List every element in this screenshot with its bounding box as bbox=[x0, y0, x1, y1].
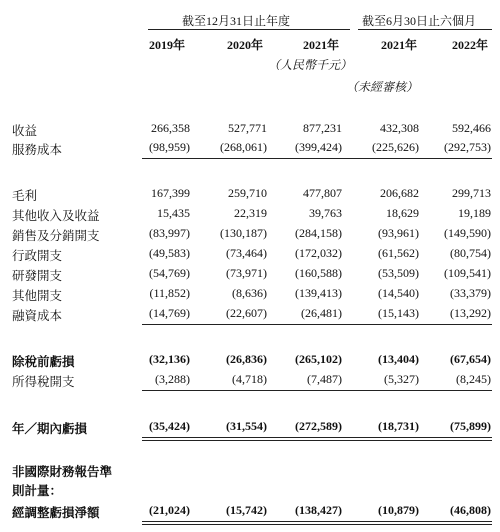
cell: (5,327) bbox=[384, 372, 419, 386]
row-label: 研發開支 bbox=[12, 269, 63, 283]
row-label: 融資成本 bbox=[12, 309, 63, 323]
interim-period-header: 截至6月30日止六個月 bbox=[362, 14, 477, 28]
row-label: 銷售及分銷開支 bbox=[12, 229, 100, 243]
unaudited-note: （未經審核） bbox=[346, 80, 419, 94]
cell: (399,424) bbox=[295, 140, 342, 154]
year-2020-header: 2020年 bbox=[227, 38, 264, 52]
row-label: 其他收入及收益 bbox=[12, 209, 100, 223]
cell: 22,319 bbox=[234, 206, 267, 220]
cell: (160,588) bbox=[295, 266, 342, 280]
cell: 19,189 bbox=[458, 206, 491, 220]
cell: (54,769) bbox=[149, 266, 190, 280]
cell: (13,292) bbox=[450, 306, 491, 320]
cell: 18,629 bbox=[386, 206, 419, 220]
cell: (15,742) bbox=[226, 503, 267, 517]
cell: (172,032) bbox=[295, 246, 342, 260]
annual-period-header: 截至12月31日止年度 bbox=[182, 14, 291, 28]
cell: 15,435 bbox=[157, 206, 190, 220]
cell: 39,763 bbox=[309, 206, 342, 220]
year-2021-interim-header: 2021年 bbox=[381, 38, 418, 52]
cell: 877,231 bbox=[303, 121, 342, 135]
cell: 206,682 bbox=[380, 186, 419, 200]
cell: (7,487) bbox=[307, 372, 342, 386]
cell: (98,959) bbox=[149, 140, 190, 154]
total-double-rule bbox=[142, 437, 492, 441]
year-2021-annual-header: 2021年 bbox=[303, 38, 340, 52]
cell: (35,424) bbox=[149, 419, 190, 433]
cell: (11,852) bbox=[149, 286, 190, 300]
cell: (33,379) bbox=[450, 286, 491, 300]
cell: (32,136) bbox=[149, 352, 190, 366]
cell: (26,836) bbox=[226, 352, 267, 366]
currency-note: （人民幣千元） bbox=[268, 58, 353, 72]
cell: (225,626) bbox=[372, 140, 419, 154]
cell: 299,713 bbox=[452, 186, 491, 200]
cell: (15,143) bbox=[378, 306, 419, 320]
cell: (46,808) bbox=[450, 503, 491, 517]
row-label: 除稅前虧損 bbox=[12, 355, 75, 369]
cell: (138,427) bbox=[295, 503, 342, 517]
cell: (265,102) bbox=[295, 352, 342, 366]
subtotal-rule bbox=[142, 390, 492, 391]
cell: (4,718) bbox=[232, 372, 267, 386]
cell: (8,245) bbox=[456, 372, 491, 386]
cell: (75,899) bbox=[450, 419, 491, 433]
cell: (139,413) bbox=[295, 286, 342, 300]
cell: (73,971) bbox=[226, 266, 267, 280]
cell: (268,061) bbox=[220, 140, 267, 154]
cell: (53,509) bbox=[378, 266, 419, 280]
row-label: 毛利 bbox=[12, 189, 38, 203]
cell: (26,481) bbox=[301, 306, 342, 320]
cell: (14,540) bbox=[378, 286, 419, 300]
year-2019-header: 2019年 bbox=[149, 38, 186, 52]
cell: (49,583) bbox=[149, 246, 190, 260]
cell: (10,879) bbox=[378, 503, 419, 517]
cell: (272,589) bbox=[295, 419, 342, 433]
cell: 259,710 bbox=[228, 186, 267, 200]
row-label: 經調整虧損淨額 bbox=[12, 506, 100, 520]
cell: 432,308 bbox=[380, 121, 419, 135]
cell: (83,997) bbox=[149, 226, 190, 240]
cell: 167,399 bbox=[151, 186, 190, 200]
cell: (73,464) bbox=[226, 246, 267, 260]
non-ifrs-heading-line-2: 則計量： bbox=[12, 484, 63, 498]
total-double-rule bbox=[142, 521, 492, 525]
subtotal-rule bbox=[142, 324, 492, 325]
cell: (22,607) bbox=[226, 306, 267, 320]
cell: (18,731) bbox=[378, 419, 419, 433]
row-label: 收益 bbox=[12, 124, 38, 138]
row-label: 其他開支 bbox=[12, 289, 63, 303]
annual-header-rule bbox=[148, 29, 350, 30]
subtotal-rule bbox=[142, 158, 492, 159]
row-label: 所得稅開支 bbox=[12, 375, 75, 389]
cell: (109,541) bbox=[444, 266, 491, 280]
cell: (130,187) bbox=[220, 226, 267, 240]
cell: (80,754) bbox=[450, 246, 491, 260]
cell: (31,554) bbox=[226, 419, 267, 433]
row-label: 服務成本 bbox=[12, 143, 63, 157]
cell: (149,590) bbox=[444, 226, 491, 240]
cell: 477,807 bbox=[303, 186, 342, 200]
cell: (61,562) bbox=[378, 246, 419, 260]
cell: (21,024) bbox=[149, 503, 190, 517]
cell: (67,654) bbox=[450, 352, 491, 366]
cell: (93,961) bbox=[378, 226, 419, 240]
cell: 266,358 bbox=[151, 121, 190, 135]
cell: (14,769) bbox=[149, 306, 190, 320]
row-label: 年／期內虧損 bbox=[12, 422, 88, 436]
year-2022-header: 2022年 bbox=[452, 38, 489, 52]
cell: (3,288) bbox=[155, 372, 190, 386]
non-ifrs-heading-line-1: 非國際財務報告準 bbox=[12, 465, 113, 479]
interim-header-rule bbox=[358, 29, 492, 30]
cell: (8,636) bbox=[232, 286, 267, 300]
cell: (13,404) bbox=[378, 352, 419, 366]
cell: 527,771 bbox=[228, 121, 267, 135]
row-label: 行政開支 bbox=[12, 249, 63, 263]
cell: 592,466 bbox=[452, 121, 491, 135]
cell: (284,158) bbox=[295, 226, 342, 240]
cell: (292,753) bbox=[444, 140, 491, 154]
